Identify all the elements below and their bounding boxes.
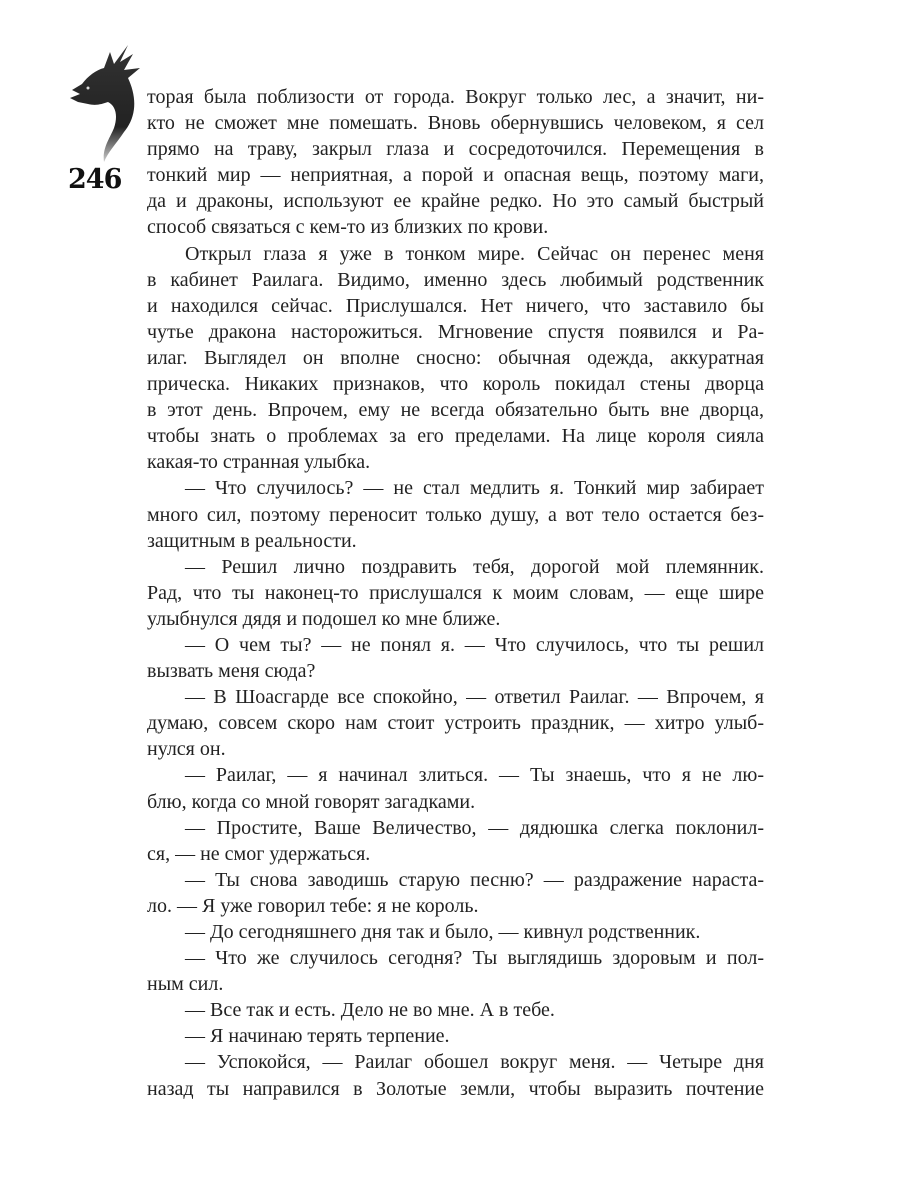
text-line: ным сил. bbox=[147, 973, 224, 996]
text-line: в этот день. Впрочем, ему не всегда обязательно быть вне дворца, bbox=[147, 399, 764, 422]
text-line: какая-то странная улыбка. bbox=[147, 451, 371, 474]
text-line: ло. — Я уже говорил тебе: я не король. bbox=[147, 894, 479, 917]
text-line: блю, когда со мной говорят загадками. bbox=[147, 790, 476, 813]
text-line: прямо на траву, закрыл глаза и сосредоточился. Перемещения в bbox=[147, 138, 764, 161]
dragon-head-icon bbox=[58, 40, 148, 165]
text-line: — Все так и есть. Дело не во мне. А в тебе. bbox=[185, 999, 555, 1022]
text-line: ся, — не смог удержаться. bbox=[147, 842, 371, 865]
text-line: да и драконы, используют ее крайне редко. Но это самый быстрый bbox=[147, 190, 764, 213]
text-line: улыбнулся дядя и подошел ко мне ближе. bbox=[147, 607, 501, 630]
text-line: — О чем ты? — не понял я. — Что случилось, что ты решил bbox=[185, 633, 764, 656]
text-line: — Я начинаю терять терпение. bbox=[185, 1025, 450, 1048]
text-line: тонкий мир — неприятная, а порой и опасная вещь, поэтому маги, bbox=[147, 164, 764, 187]
page-number: 246 bbox=[68, 164, 122, 195]
text-line: и находился сейчас. Прислушался. Нет ничего, что заставило бы bbox=[147, 294, 764, 317]
text-line: — Раилаг, — я начинал злиться. — Ты знаешь, что я не лю- bbox=[185, 764, 764, 787]
text-line: способ связаться с кем-то из близких по крови. bbox=[147, 216, 549, 239]
text-line: Открыл глаза я уже в тонком мире. Сейчас он перенес меня bbox=[185, 242, 764, 265]
body-text bbox=[147, 84, 764, 1102]
text-line: илаг. Выглядел он вполне сносно: обычная одежда, аккуратная bbox=[147, 346, 764, 369]
text-line: чутье дракона насторожиться. Мгновение спустя появился и Ра- bbox=[147, 320, 764, 343]
text-line: — В Шоасгарде все спокойно, — ответил Раилаг. — Впрочем, я bbox=[185, 686, 764, 709]
text-line: Рад, что ты наконец-то прислушался к моим словам, — еще шире bbox=[147, 581, 764, 604]
text-line: — Что же случилось сегодня? Ты выглядишь здоровым и пол- bbox=[185, 947, 764, 970]
text-line: — Успокойся, — Раилаг обошел вокруг меня. — Четыре дня bbox=[185, 1051, 764, 1074]
text-line: кто не сможет мне помешать. Вновь обернувшись человеком, я сел bbox=[147, 112, 764, 135]
text-line: нулся он. bbox=[147, 738, 226, 761]
text-line: торая была поблизости от города. Вокруг только лес, а значит, ни- bbox=[147, 86, 764, 108]
text-line: защитным в реальности. bbox=[147, 529, 357, 552]
text-line: прическа. Никаких признаков, что король покидал стены дворца bbox=[147, 373, 764, 396]
text-line: чтобы знать о проблемах за его пределами. На лице короля сияла bbox=[147, 425, 764, 448]
text-line: — Ты снова заводишь старую песню? — раздражение нараста- bbox=[185, 868, 764, 891]
text-line: думаю, совсем скоро нам стоит устроить праздник, — хитро улыб- bbox=[147, 712, 764, 735]
text-line: много сил, поэтому переносит только душу, а вот тело остается без- bbox=[147, 503, 764, 526]
text-line: назад ты направился в Золотые земли, чтобы выразить почтение bbox=[147, 1077, 764, 1100]
text-line: вызвать меня сюда? bbox=[147, 660, 316, 683]
text-line: в кабинет Раилага. Видимо, именно здесь любимый родственник bbox=[147, 268, 764, 291]
text-line: — Решил лично поздравить тебя, дорогой мой племянник. bbox=[185, 555, 764, 578]
text-line: — Что случилось? — не стал медлить я. Тонкий мир забирает bbox=[185, 477, 764, 500]
text-line: — Простите, Ваше Величество, — дядюшка слегка поклонил- bbox=[185, 816, 764, 839]
text-line: — До сегодняшнего дня так и было, — кивнул родственник. bbox=[185, 921, 701, 943]
